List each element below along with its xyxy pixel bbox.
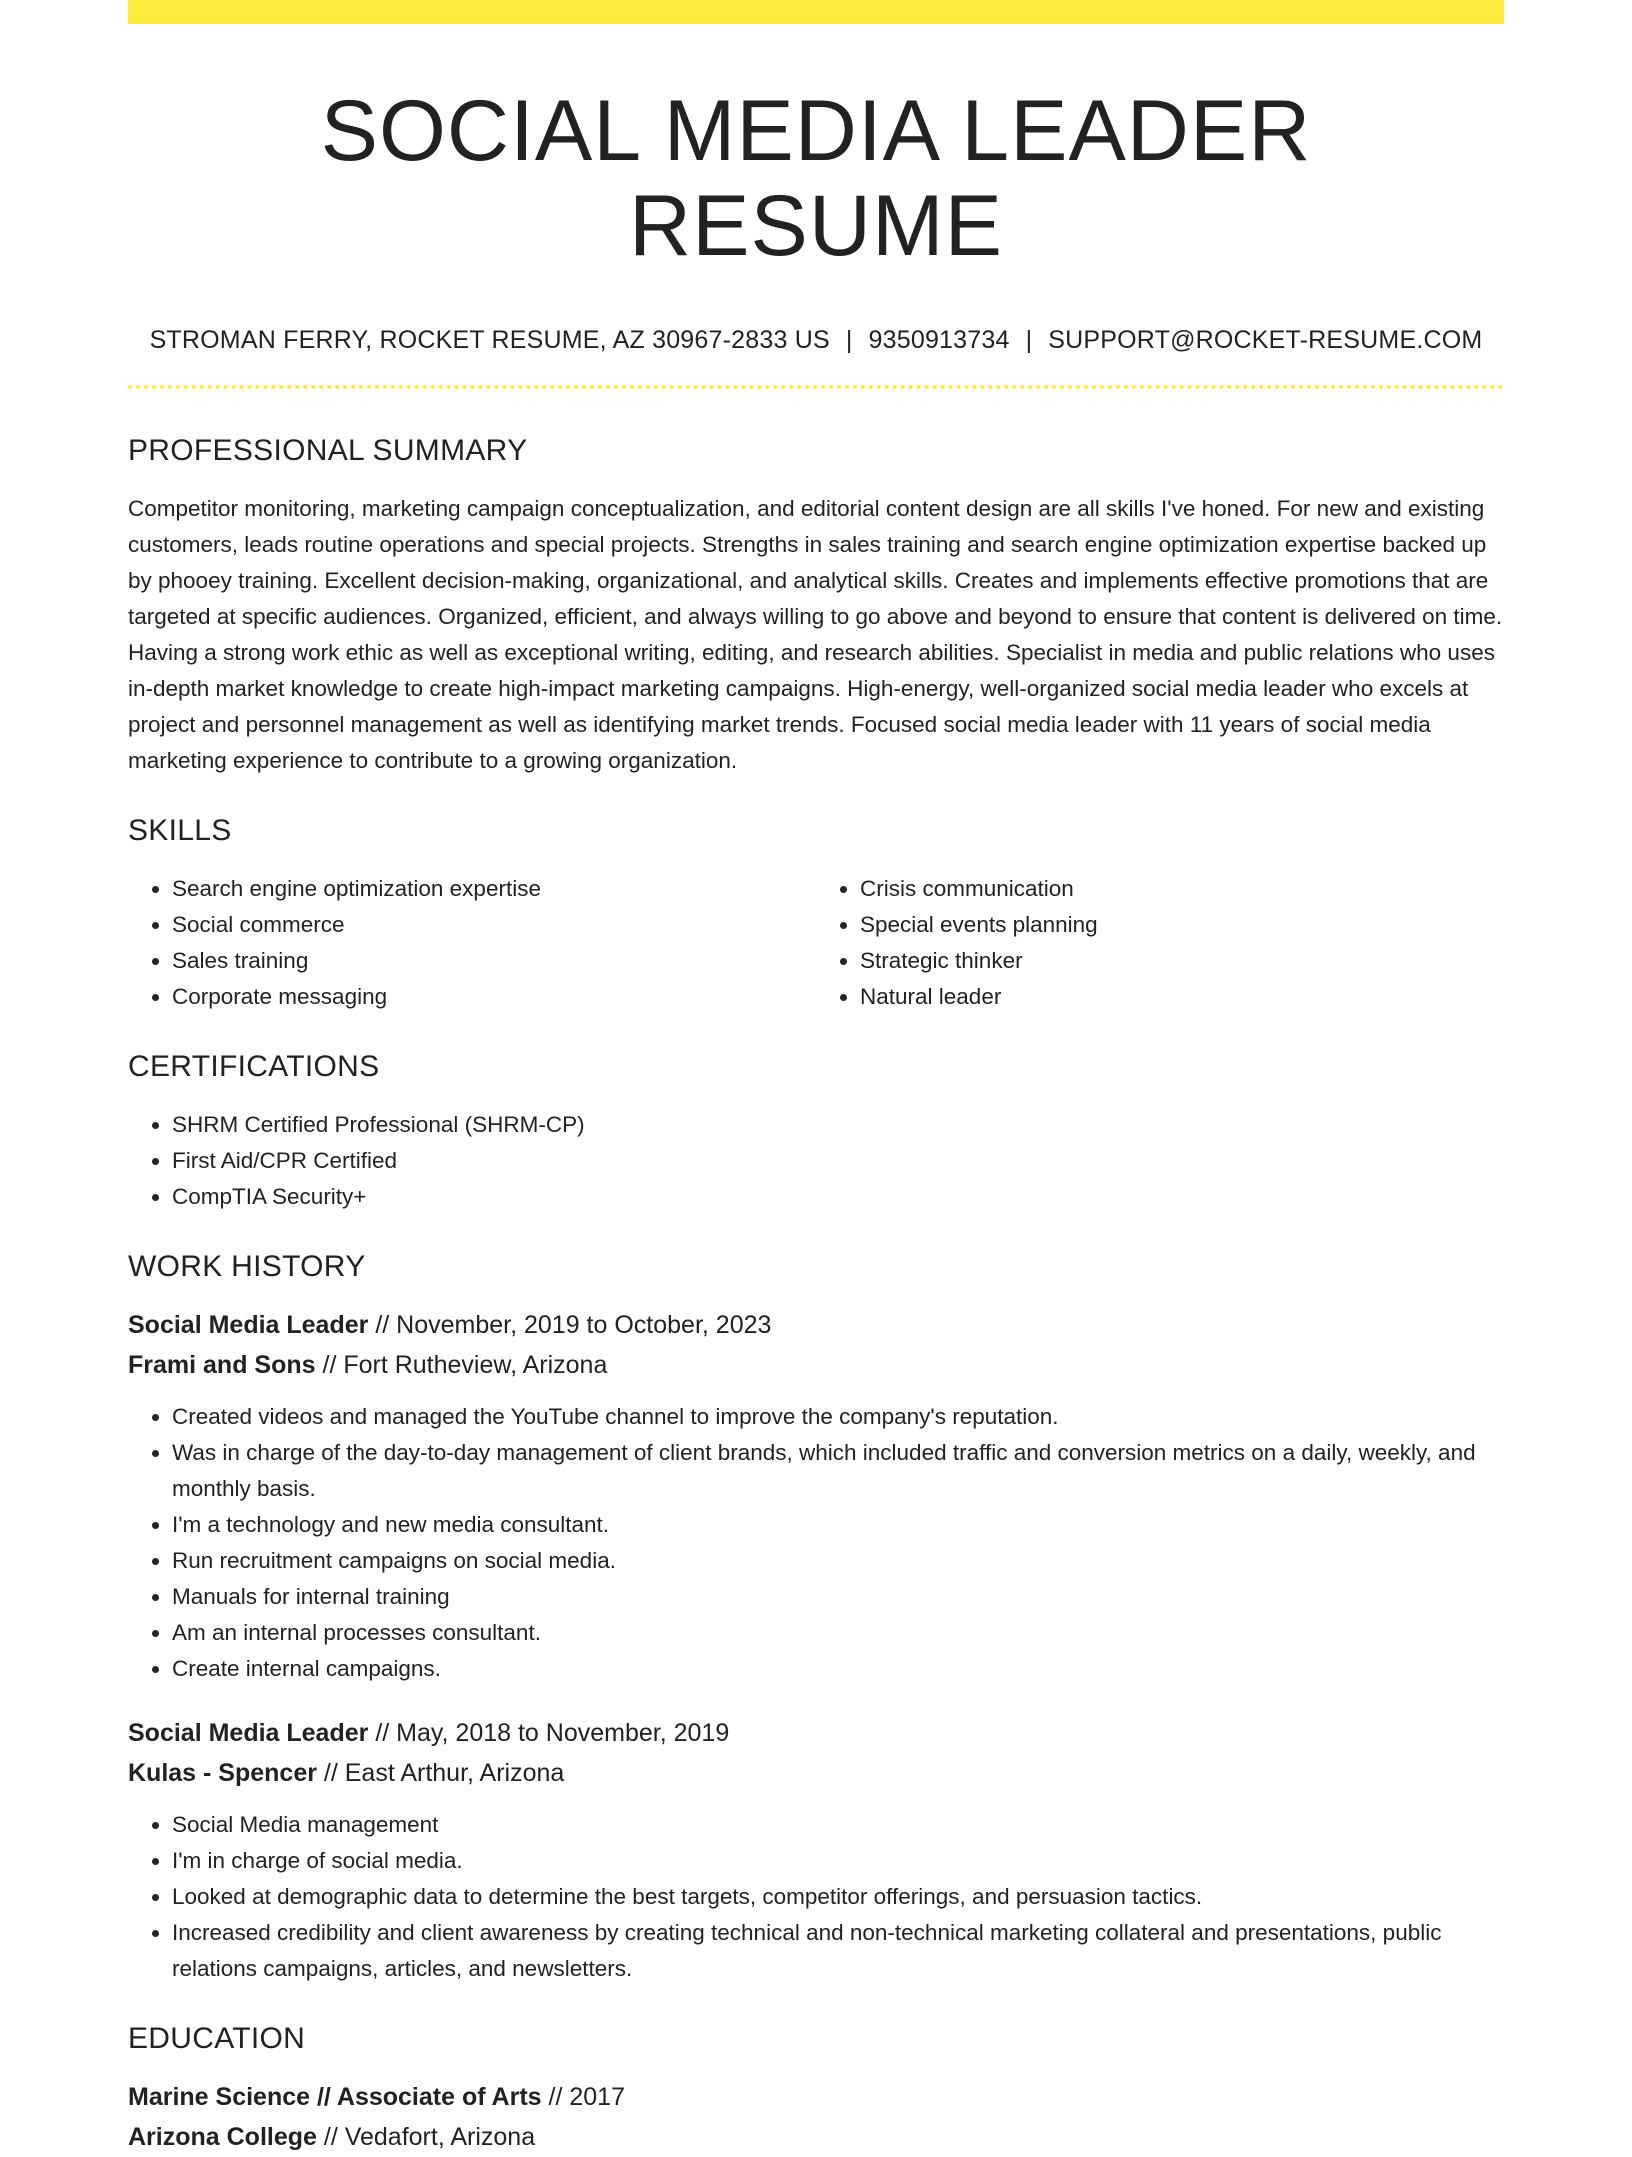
- contact-separator: |: [845, 326, 853, 355]
- education-degree: Marine Science // Associate of Arts: [128, 2083, 542, 2112]
- certification-item: • SHRM Certified Professional (SHRM-CP): [172, 1107, 1504, 1143]
- certification-item: • First Aid/CPR Certified: [172, 1143, 1504, 1179]
- certifications-list: [128, 1107, 1504, 1215]
- dotted-divider: [128, 385, 1504, 389]
- skill-item: • Natural leader: [860, 979, 1504, 1015]
- skill-item: • Sales training: [172, 943, 816, 979]
- skill-item: • Special events planning: [860, 907, 1504, 943]
- job-dates: // May, 2018 to November, 2019: [368, 1719, 730, 1748]
- job-bullet: • Am an internal processes consultant.: [172, 1615, 1504, 1651]
- skill-item: • Social commerce: [172, 907, 816, 943]
- skills-column-right: [816, 871, 1504, 1015]
- accent-bar: [128, 0, 1504, 24]
- job-bullet: • Run recruitment campaigns on social media.: [172, 1543, 1504, 1579]
- skill-item: • Crisis communication: [860, 871, 1504, 907]
- education-heading: EDUCATION: [128, 2022, 306, 2056]
- job-bullet: • Created videos and managed the YouTube channel to improve the company's reputation.: [172, 1399, 1504, 1435]
- job-bullet: • I'm a technology and new media consultant.: [172, 1507, 1504, 1543]
- job-dates: // November, 2019 to October, 2023: [368, 1311, 772, 1340]
- work-history-heading: WORK HISTORY: [128, 1250, 366, 1284]
- job-company-line: [128, 1345, 1504, 1385]
- job-bullet: • I'm in charge of social media.: [172, 1843, 1504, 1879]
- job-bullet: • Social Media management: [172, 1807, 1504, 1843]
- job-bullet: • Create internal campaigns.: [172, 1651, 1504, 1687]
- job-company: Kulas - Spencer: [128, 1759, 317, 1788]
- resume-page: [128, 0, 1504, 2157]
- education-location: // Vedafort, Arizona: [316, 2123, 536, 2152]
- contact-separator: |: [1025, 326, 1033, 355]
- certification-item: • CompTIA Security+: [172, 1179, 1504, 1215]
- education-school-line: [128, 2117, 1504, 2157]
- page-title: SOCIAL MEDIA LEADER RESUME: [320, 83, 1312, 274]
- job-bullet: • Manuals for internal training: [172, 1579, 1504, 1615]
- job-title-line: [128, 1305, 1504, 1345]
- skill-item: • Strategic thinker: [860, 943, 1504, 979]
- summary-text: Competitor monitoring, marketing campaign conceptualization, and editorial content design are all skills I've honed. For new and existing customers, leads routine operations and special projects. Strengths in sales training and search engine optimization expertise backed up by phooey training. Excellent decision-making, organizational, and analytical skills. Creates and implements effective promotions that are targeted at specific audiences. Organized, efficient, and always willing to go above and beyond to ensure that content is delivered on time. Having a strong work ethic as well as exceptional writing, editing, and research abilities. Specialist in media and public relations who uses in-depth market knowledge to create high-impact marketing campaigns. High-energy, well-organized social media leader who excels at project and personnel management as well as identifying market trends. Focused social media leader with 11 years of social media marketing experience to contribute to a growing organization.: [128, 496, 1503, 774]
- job-role: Social Media Leader: [128, 1311, 369, 1340]
- job-bullets: [128, 1807, 1504, 1987]
- job-bullet: • Was in charge of the day-to-day management of client brands, which included traffic and conversion metrics on a daily, weekly, and monthly basis.: [172, 1435, 1504, 1507]
- job-company-line: [128, 1753, 1504, 1793]
- education-school: Arizona College: [128, 2123, 317, 2152]
- skill-item: • Corporate messaging: [172, 979, 816, 1015]
- job-role: Social Media Leader: [128, 1719, 369, 1748]
- contact-address: STROMAN FERRY, ROCKET RESUME, AZ 30967-2833 US: [149, 326, 830, 355]
- education-year: // 2017: [541, 2083, 625, 2112]
- job-bullets: [128, 1399, 1504, 1687]
- skills-column-left: [128, 871, 816, 1015]
- contact-email: SUPPORT@ROCKET-RESUME.COM: [1048, 326, 1483, 355]
- job-company: Frami and Sons: [128, 1351, 316, 1380]
- contact-phone: 9350913734: [868, 326, 1010, 355]
- summary-heading: PROFESSIONAL SUMMARY: [128, 434, 528, 468]
- contact-line: [128, 325, 1504, 355]
- job-location: // Fort Rutheview, Arizona: [315, 1351, 608, 1380]
- skills-grid: [128, 871, 1504, 1015]
- skills-heading: SKILLS: [128, 814, 232, 848]
- job-title-line: [128, 1713, 1504, 1753]
- job-bullet: • Increased credibility and client awareness by creating technical and non-technical marketing collateral and presentations, public relations campaigns, articles, and newsletters.: [172, 1915, 1504, 1987]
- skill-item: • Search engine optimization expertise: [172, 871, 816, 907]
- job-bullet: • Looked at demographic data to determine the best targets, competitor offerings, and persuasion tactics.: [172, 1879, 1504, 1915]
- certifications-heading: CERTIFICATIONS: [128, 1050, 380, 1084]
- job-location: // East Arthur, Arizona: [316, 1759, 565, 1788]
- education-degree-line: [128, 2077, 1504, 2117]
